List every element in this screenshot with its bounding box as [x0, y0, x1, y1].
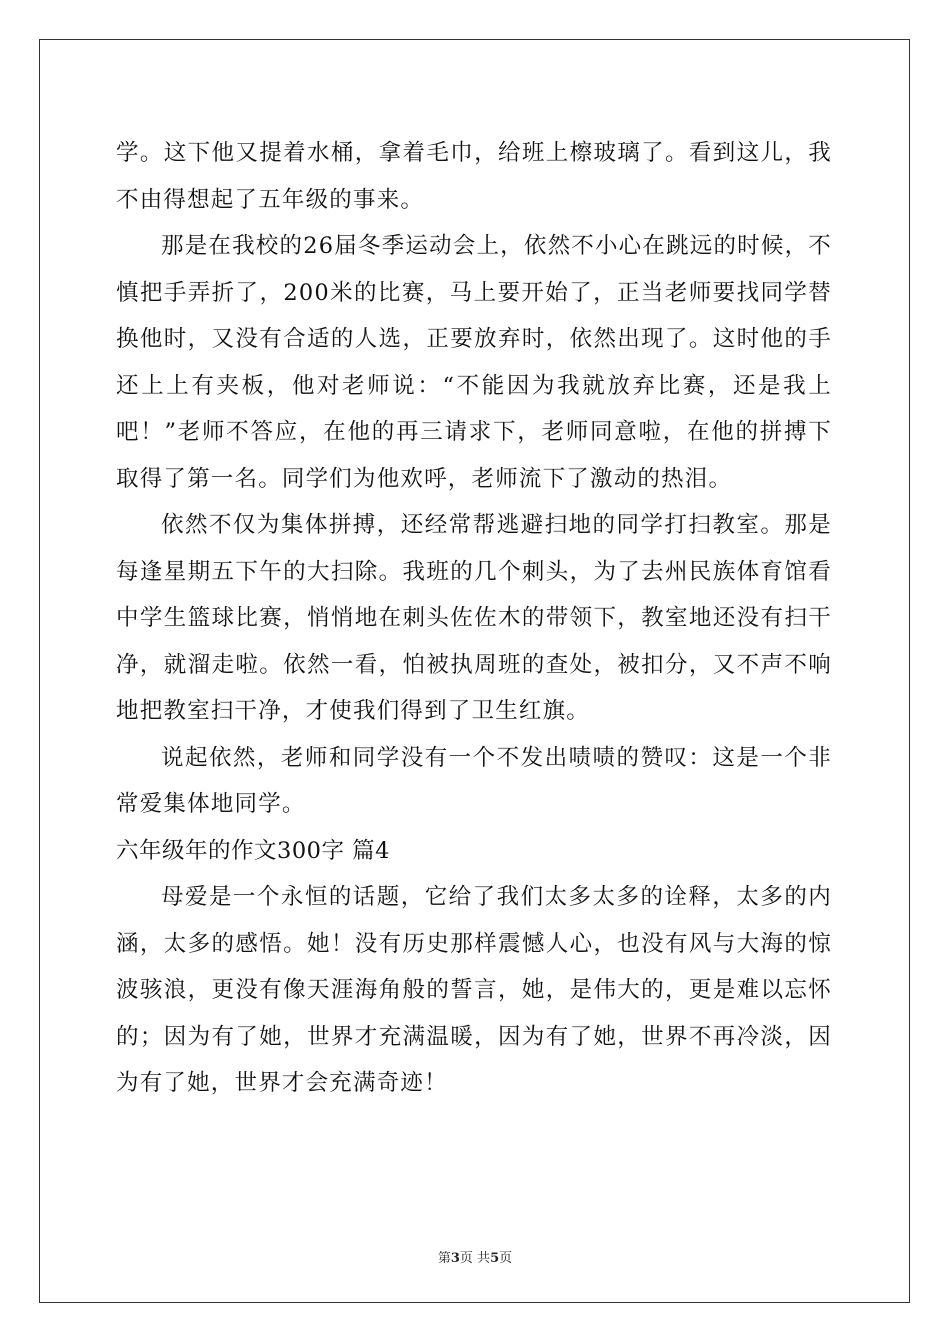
page-footer [0, 1247, 950, 1266]
paragraph-1: 学。这下他又提着水桶，拿着毛巾，给班上檫玻璃了。看到这儿，我不由得想起了五年级的事来。 [116, 140, 832, 213]
footer-mid: 页 共 [459, 1251, 491, 1266]
paragraph-4: 说起依然，老师和同学没有一个不发出啧啧的赞叹：这是一个非常爱集体地同学。 [116, 744, 832, 817]
section-heading: 六年级年的作文300字 篇4 [116, 837, 390, 864]
footer-prefix: 第 [437, 1251, 451, 1266]
footer-total-pages: 5 [490, 1251, 500, 1266]
document-body [116, 130, 832, 1107]
paragraph-3: 依然不仅为集体拼搏，还经常帮逃避扫地的同学打扫教室。那是每逢星期五下午的大扫除。我班的几个刺头，为了去州民族体育馆看中学生篮球比赛，悄悄地在刺头佐佐木的带领下，教室地还没有扫干净，就溜走啦。依然一看，怕被执周班的查处，被扣分，又不声不响地把教室扫干净，才使我们得到了卫生红旗。 [116, 512, 832, 724]
paragraph-2: 那是在我校的26届冬季运动会上，依然不小心在跳远的时候，不慎把手弄折了，200米的比赛，马上要开始了，正当老师要找同学替换他时，又没有合适的人选，正要放弃时，依然出现了。这时他的手还上上有夹板，他对老师说：“不能因为我就放弃比赛，还是我上吧！”老师不答应，在他的再三请求下，老师同意啦，在他的拼搏下取得了第一名。同学们为他欢呼，老师流下了激动的热泪。 [116, 233, 832, 492]
footer-suffix: 页 [499, 1251, 513, 1266]
footer-page-number: 3 [450, 1251, 460, 1266]
paragraph-5: 母爱是一个永恒的话题，它给了我们太多太多的诠释，太多的内涵，太多的感悟。她！没有历史那样震憾人心，也没有风与大海的惊波骇浪，更没有像天涯海角般的誓言，她，是伟大的，更是难以忘怀的；因为有了她，世界才充满温暖，因为有了她，世界不再冷淡，因为有了她，世界才会充满奇迹！ [116, 884, 832, 1096]
